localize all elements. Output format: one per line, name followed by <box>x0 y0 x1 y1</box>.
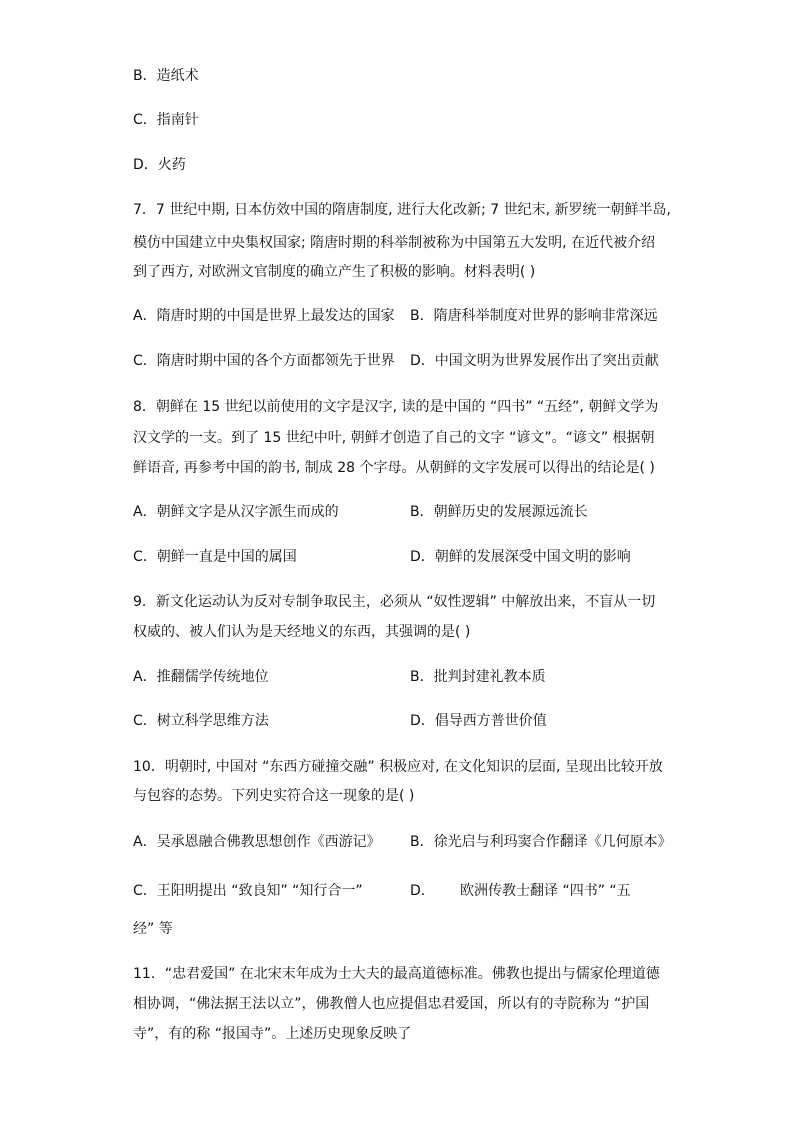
question-9-option-a: A．推翻儒学传统地位 <box>133 669 269 685</box>
option-text: 指南针 <box>156 112 199 128</box>
question-11-line-1: 11．“忠君爱国” 在北宋末年成为士大夫的最高道德标准。佛教也提出与儒家伦理道德 <box>133 966 660 982</box>
option-text: 火药 <box>157 157 186 173</box>
question-8-line-1: 8．朝鲜在 15 世纪以前使用的文字是汉字, 读的是中国的 “四书” “五经”, 朝鲜文学为 <box>133 399 659 415</box>
question-10-line-2: 与包容的态势。下列史实符合这一现象的是( ) <box>133 788 415 804</box>
question-7-option-a: A．隋唐时期的中国是世界上最发达的国家 <box>133 308 395 324</box>
question-9-line-2: 权威的、被人们认为是天经地义的东西，其强调的是( ) <box>133 624 471 640</box>
question-9-option-d: D．倡导西方普世价值 <box>410 713 547 729</box>
question-8-option-c: C．朝鲜一直是中国的属国 <box>133 549 297 565</box>
option-b <box>133 66 199 86</box>
question-7-option-b: B．隋唐科举制度对世界的影响非常深远 <box>410 308 658 324</box>
question-10-option-d-continued: 经” 等 <box>133 921 173 937</box>
question-7-option-c: C．隋唐时期中国的各个方面都领先于世界 <box>133 353 395 369</box>
option-text: 造纸术 <box>156 68 199 84</box>
question-10-line-1: 10．明朝时, 中国对 “东西方碰撞交融” 积极应对, 在文化知识的层面, 呈现出比较开放 <box>133 759 663 775</box>
question-11-line-2: 相协调，“佛法据王法以立”，佛教僧人也应提倡忠君爱国，所以有的寺院称为 “护国 <box>133 996 650 1012</box>
question-9-option-c: C．树立科学思维方法 <box>133 713 269 729</box>
question-7-line-1: 7．7 世纪中期, 日本仿效中国的隋唐制度, 进行大化改新; 7 世纪末, 新罗统一朝鲜半岛, <box>133 202 671 218</box>
question-8-line-2: 汉文学的一支。到了 15 世纪中叶, 朝鲜才创造了自己的文字 “谚文”。“谚文” 根据朝 <box>133 430 655 446</box>
question-8-option-a: A．朝鲜文字是从汉字派生而成的 <box>133 504 339 520</box>
question-10-option-a: A．吴承恩融合佛教思想创作《西游记》 <box>133 834 381 850</box>
option-label: B． <box>133 68 157 84</box>
question-11-line-3: 寺”，有的称 “报国寺”。上述历史现象反映了 <box>133 1026 412 1042</box>
question-10-option-c: C．王阳明提出 “致良知” “知行合一” <box>133 883 363 899</box>
question-7-line-2: 模仿中国建立中央集权国家; 隋唐时期的科举制被称为中国第五大发明, 在近代被介绍 <box>133 235 656 251</box>
option-label: C． <box>133 112 157 128</box>
question-8-option-b: B．朝鲜历史的发展源远流长 <box>410 504 588 520</box>
question-10-option-d-text: 欧洲传教士翻译 “四书” “五 <box>460 883 631 899</box>
option-c <box>133 110 199 130</box>
question-9-line-1: 9．新文化运动认为反对专制争取民主，必须从 “奴性逻辑” 中解放出来，不盲从一切 <box>133 594 656 610</box>
question-7-line-3: 到了西方, 对欧洲文官制度的确立产生了积极的影响。材料表明( ) <box>133 264 536 280</box>
question-8-option-d: D．朝鲜的发展深受中国文明的影响 <box>410 549 631 565</box>
option-label: D． <box>133 157 158 173</box>
question-7-option-d: D．中国文明为世界发展作出了突出贡献 <box>410 353 659 369</box>
option-d <box>133 155 186 175</box>
question-10-option-d-label: D． <box>410 883 435 899</box>
question-9-option-b: B．批判封建礼教本质 <box>410 669 546 685</box>
question-8-line-3: 鲜语音, 再参考中国的韵书, 制成 28 个字母。从朝鲜的文字发展可以得出的结论是( ) <box>133 460 655 476</box>
question-10-option-b: B．徐光启与利玛窦合作翻译《几何原本》 <box>410 834 672 850</box>
